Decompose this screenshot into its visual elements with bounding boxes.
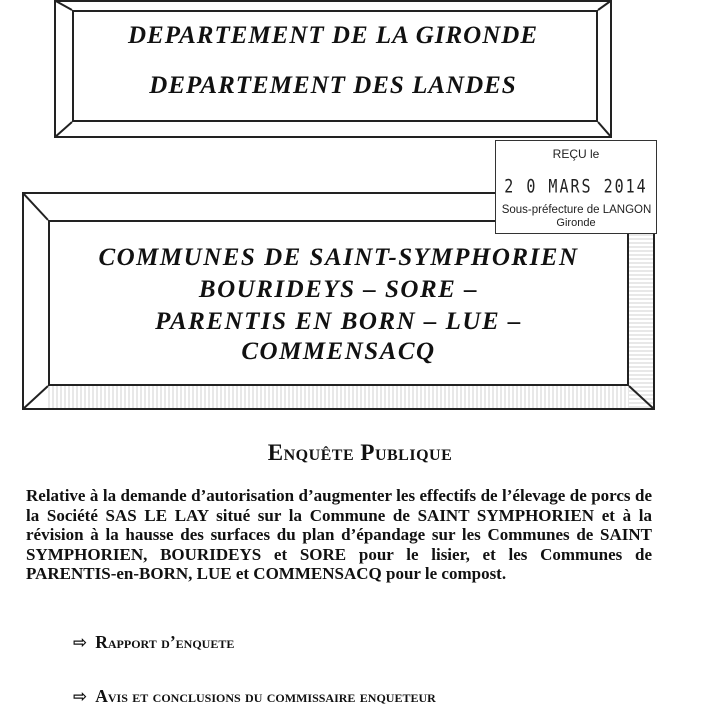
department-header-frame (54, 0, 612, 138)
item-avis-label: Avis et conclusions du commissaire enqueteur (95, 686, 436, 706)
enquete-title: Enquête Publique (267, 440, 453, 465)
stamp-region: Gironde (556, 217, 596, 227)
communes-line-1: COMMUNES DE SAINT-SYMPHORIEN (98, 244, 579, 271)
stamp-date: 2 0 MARS 2014 (504, 174, 648, 198)
communes-line-2: BOURIDEYS – SORE – (198, 276, 479, 303)
arrow-right-outline-icon: ⇨ (73, 687, 88, 707)
item-rapport (73, 632, 234, 653)
department-gironde: DEPARTEMENT DE LA GIRONDE (127, 22, 538, 49)
arrow-right-outline-icon: ⇨ (73, 633, 88, 653)
item-rapport-label: Rapport d’enquete (95, 632, 235, 652)
enquete-description: Relative à la demande d’autorisation d’augmenter les effectifs de l’élevage de porcs de la Société SAS LE LAY situé sur la Commune de SAINT SYMPHORIEN et à la révision à la hausse des surfaces du plan d’épandage sur les Communes de SAINT SYMPHORIEN, BOURIDEYS et SORE pour le lisier, et les Communes de PARENTIS-en-BORN, LUE et COMMENSACQ pour le compost. (26, 486, 652, 583)
communes-line-4: COMMENSACQ (241, 338, 436, 365)
stamp-office: Sous-préfecture de LANGON (501, 204, 652, 216)
reception-stamp (495, 140, 657, 234)
communes-line-3: PARENTIS EN BORN – LUE – (155, 308, 522, 335)
item-avis (73, 686, 436, 707)
frame-bevel-lines (54, 0, 612, 138)
department-landes: DEPARTEMENT DES LANDES (149, 72, 517, 99)
stamp-received-label: REÇU le (552, 147, 600, 161)
